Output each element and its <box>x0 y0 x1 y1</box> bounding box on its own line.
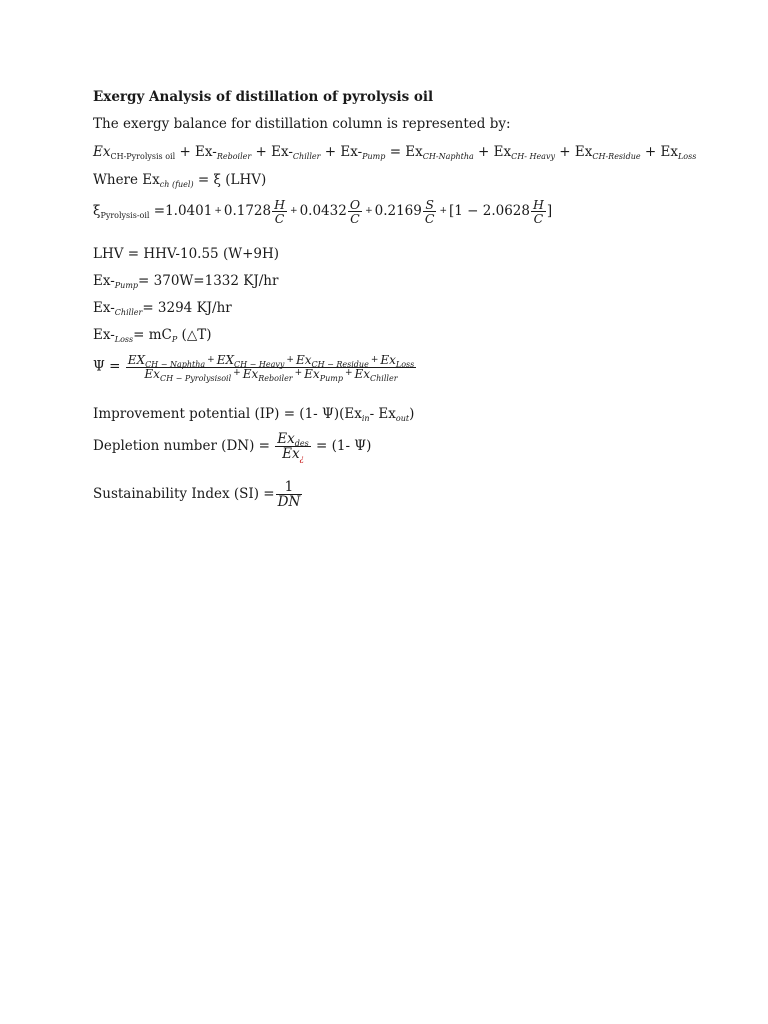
eq-text: Improvement potential (IP) = (1- Ψ)(Ex <box>93 406 362 422</box>
fraction-numerator: H <box>274 197 286 212</box>
eq-subscript: Reboiler <box>216 152 252 161</box>
plus-sign: + <box>294 368 303 379</box>
fraction-numerator: 1 <box>276 480 303 495</box>
lhv-equation: LHV = HHV-10.55 (W+9H) <box>93 246 280 262</box>
eq-text: = Ex <box>389 144 423 160</box>
eq-text: = 370W=1332 KJ/hr <box>138 273 279 289</box>
eq-term: Ex <box>282 446 300 463</box>
eq-term: EX <box>216 353 234 367</box>
eq-subscript: Loss <box>395 360 415 369</box>
eq-subscript: Reboiler <box>258 373 293 383</box>
sustainability-index-equation <box>93 480 303 509</box>
where-equation <box>93 172 266 189</box>
eq-subscript: CH − Residue <box>311 360 369 369</box>
fraction-s-c <box>423 198 437 225</box>
pump-equation <box>93 273 278 290</box>
eq-text: ] <box>546 203 553 220</box>
eq-text: Depletion number (DN) = <box>93 438 270 455</box>
eq-term: Ex <box>295 353 312 367</box>
eq-subscript: Pump <box>114 281 139 290</box>
eq-term: Ex <box>277 431 295 447</box>
psi-equation <box>93 353 417 383</box>
eq-text: =1.0401 <box>149 203 213 220</box>
eq-text: 0.1728 <box>223 203 272 220</box>
fraction-denominator: C <box>424 211 435 227</box>
eq-subscript: Pump <box>362 152 386 161</box>
eq-subscript: out <box>395 414 410 423</box>
eq-text: Ex- <box>93 273 115 289</box>
eq-subscript: CH − Heavy <box>234 360 285 369</box>
eq-subscript: CH − Pyrolysisoil <box>159 373 232 383</box>
fraction-denominator: C <box>533 211 544 227</box>
fraction-h-c <box>531 198 546 225</box>
improvement-potential-equation <box>93 406 414 423</box>
eq-term: Ex <box>380 353 396 367</box>
fraction-denominator: C <box>350 211 360 227</box>
plus-sign: + <box>214 206 222 216</box>
eq-text: + Ex <box>644 144 678 160</box>
eq-subscript: CH-Naphtha <box>422 152 474 161</box>
eq-subscript: ch (fuel) <box>159 180 194 189</box>
eq-subscript: Loss <box>114 335 134 344</box>
fraction-numerator <box>126 354 416 368</box>
fraction-o-c <box>348 198 362 225</box>
eq-text: + Ex- <box>179 144 217 160</box>
si-fraction <box>276 480 303 509</box>
plus-sign: + <box>370 354 379 365</box>
eq-text: Ex- <box>93 300 115 316</box>
eq-text: = ξ (LHV) <box>193 172 267 188</box>
fraction-denominator: DN <box>277 494 301 511</box>
eq-subscript: Chiller <box>114 308 143 317</box>
fraction-numerator <box>275 432 310 447</box>
fraction-numerator: O <box>349 197 361 212</box>
eq-text: = mC <box>133 327 172 343</box>
eq-term: Ex <box>242 366 259 381</box>
eq-subscript: CH-Pyrolysis oil <box>110 152 176 161</box>
eq-text: (△T) <box>177 327 212 343</box>
eq-text: + Ex- <box>255 144 293 160</box>
eq-subscript: Pump <box>319 373 343 383</box>
exergy-balance-equation <box>93 144 696 161</box>
depletion-number-equation <box>93 431 372 464</box>
eq-term: Ex <box>354 366 371 381</box>
eq-subscript: P <box>171 335 178 344</box>
eq-subscript: CH-Residue <box>592 152 641 161</box>
eq-term: EX <box>127 353 146 367</box>
plus-sign: + <box>207 354 215 365</box>
eq-text: 0.0432 <box>299 203 347 220</box>
eq-subscript: Loss <box>677 152 697 161</box>
loss-equation <box>93 327 211 344</box>
eq-text: Where Ex <box>93 172 160 188</box>
eq-text: + Ex- <box>324 144 363 160</box>
eq-text: ξ <box>93 203 101 220</box>
eq-text: [1 − 2.0628 <box>448 203 530 220</box>
plus-sign: + <box>290 206 298 216</box>
eq-subscript: ¿ <box>299 454 304 464</box>
eq-text: ) <box>409 406 415 422</box>
intro-text: The exergy balance for distillation column is represented by: <box>93 116 511 132</box>
fraction-denominator: C <box>274 211 285 227</box>
eq-subscript: CH − Naphtha <box>145 360 206 369</box>
eq-term: Ex <box>304 366 320 381</box>
fraction-h-c <box>272 198 287 225</box>
eq-subscript: Chiller <box>370 373 398 383</box>
eq-text: Sustainability Index (SI) = <box>93 486 275 503</box>
eq-text: Ex <box>93 144 111 160</box>
plus-sign: + <box>286 354 294 365</box>
xi-equation <box>93 198 552 225</box>
eq-text: + Ex <box>559 144 593 160</box>
fraction-denominator <box>275 446 310 464</box>
eq-subscript: Pyrolysis-oil <box>100 211 150 221</box>
eq-subscript: des <box>294 439 309 448</box>
eq-text: Ψ = <box>93 358 121 375</box>
eq-text: = 3294 KJ/hr <box>142 300 232 316</box>
eq-text: = (1- Ψ) <box>316 438 372 455</box>
eq-text: - Ex <box>369 406 396 422</box>
plus-sign: + <box>439 206 447 216</box>
eq-subscript: in <box>361 414 370 423</box>
eq-subscript: Chiller <box>292 152 321 161</box>
eq-term: Ex <box>144 366 160 381</box>
plus-sign: + <box>344 368 353 379</box>
eq-text: + Ex <box>478 144 512 160</box>
fraction-numerator: S <box>423 198 437 212</box>
eq-subscript: CH- Heavy <box>511 152 555 161</box>
psi-fraction <box>126 353 416 383</box>
dn-fraction <box>275 431 310 464</box>
chiller-equation <box>93 300 232 317</box>
plus-sign: + <box>233 368 241 379</box>
eq-text: Ex- <box>93 327 115 343</box>
fraction-numerator: H <box>532 197 544 212</box>
plus-sign: + <box>365 206 373 216</box>
eq-text: 0.2169 <box>374 203 422 220</box>
document-title: Exergy Analysis of distillation of pyrolysis oil <box>93 89 434 105</box>
fraction-denominator <box>126 368 416 381</box>
